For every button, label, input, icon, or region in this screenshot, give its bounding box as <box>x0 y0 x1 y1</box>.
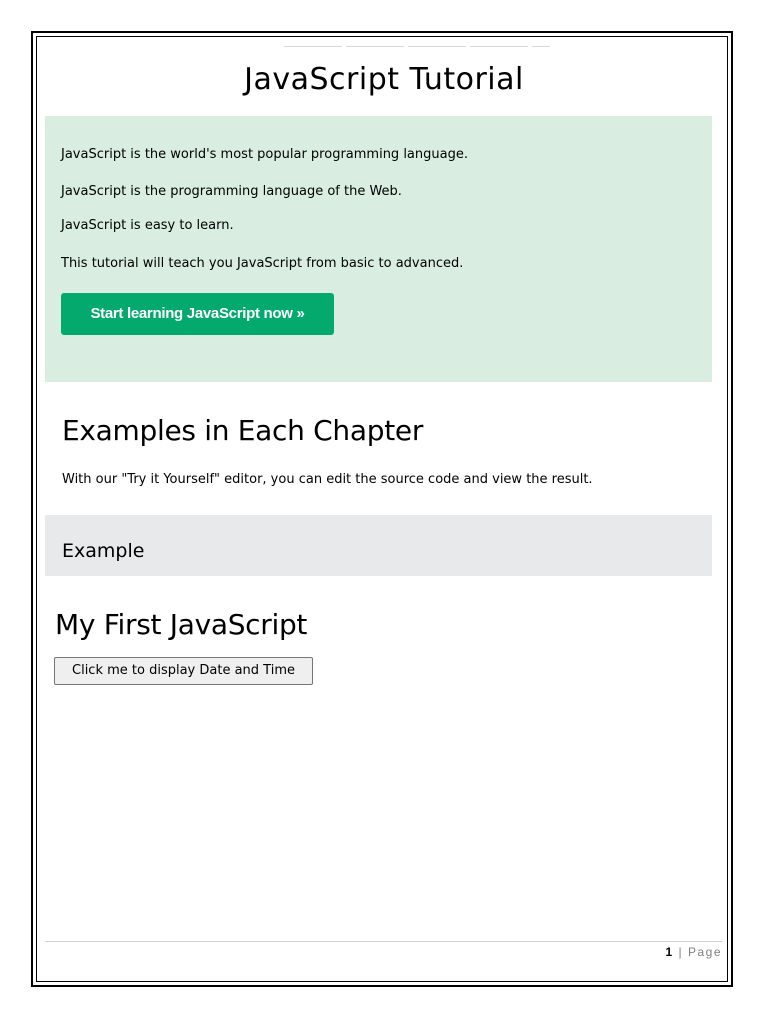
intro-line-3: JavaScript is easy to learn. <box>61 218 234 233</box>
header-rule <box>284 46 550 47</box>
intro-panel <box>45 116 712 382</box>
examples-description: With our "Try it Yourself" editor, you can edit the source code and view the result. <box>62 472 593 487</box>
page-number-footer <box>665 944 722 960</box>
intro-line-4: This tutorial will teach you JavaScript from basic to advanced. <box>61 256 464 271</box>
page-separator: | <box>678 945 684 959</box>
example-label: Example <box>62 540 145 562</box>
examples-heading: Examples in Each Chapter <box>62 414 424 447</box>
page-number: 1 <box>665 945 674 959</box>
document-title: JavaScript Tutorial <box>244 62 524 97</box>
start-learning-button[interactable]: Start learning JavaScript now » <box>61 293 334 335</box>
intro-line-1: JavaScript is the world's most popular programming language. <box>61 147 468 162</box>
demo-heading: My First JavaScript <box>55 608 308 641</box>
example-box <box>45 515 712 576</box>
footer-rule <box>45 941 722 942</box>
display-date-button[interactable]: Click me to display Date and Time <box>54 657 313 685</box>
page-label: Page <box>687 945 722 959</box>
intro-line-2: JavaScript is the programming language of the Web. <box>61 184 402 199</box>
